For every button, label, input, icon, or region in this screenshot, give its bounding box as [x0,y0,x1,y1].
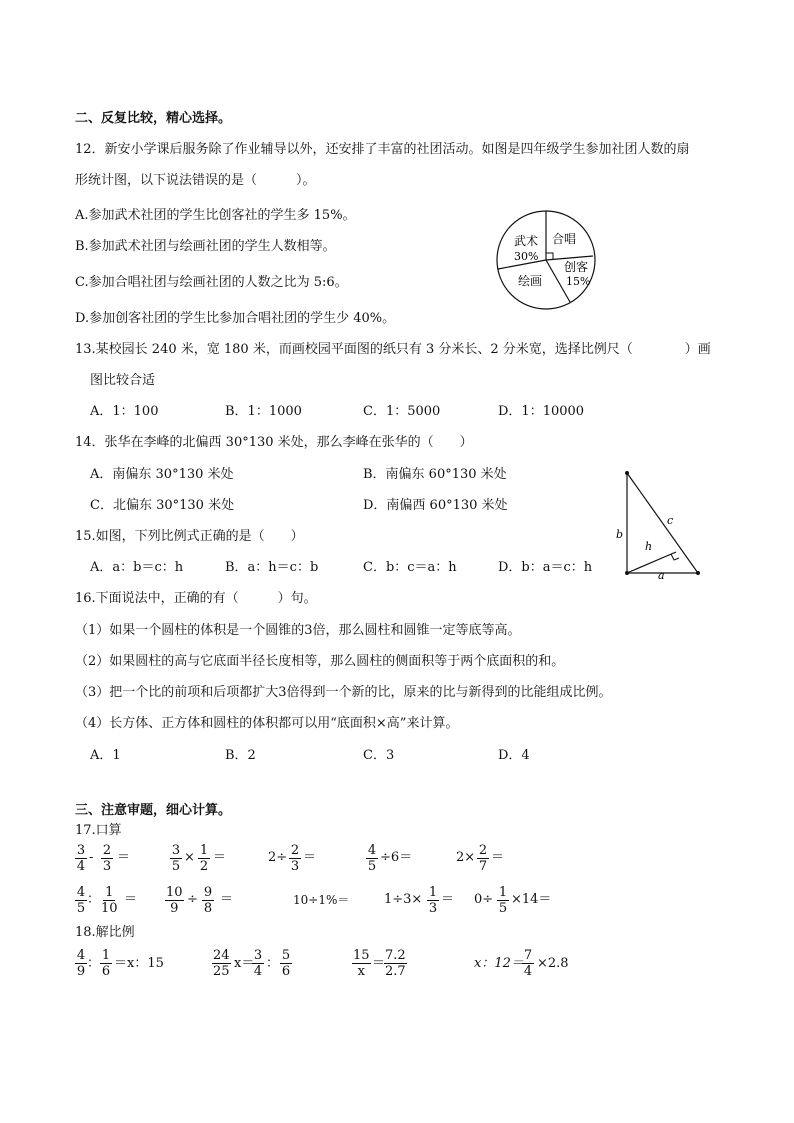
height-right-angle-mark [671,554,679,560]
oral-e10-pre: 0÷ [474,892,494,907]
q16-text: 16.下面说法中，正确的有（ ）句。 [75,591,317,606]
q16-item-3: （3）把一个比的前项和后项都扩大3倍得到一个新的比，原来的比与新得到的比能组成比例。 [75,685,612,700]
oral-e7-frac1: $\frac{10}{9}$ [166,885,183,916]
oral-e8: 10÷1%＝ [293,893,350,907]
q16-option-b: B．2 [225,748,256,763]
q16-item-2: （2）如果圆柱的高与它底面半径长度相等，那么圆柱的侧面积等于两个底面积的和。 [75,654,565,669]
prop-p4-post: ×2.8 [537,956,569,971]
triangle-figure [612,468,708,580]
oral-e1-frac1: $\frac{3}{4}$ [76,843,86,874]
prop-p2-mid: x＝ [234,956,255,971]
q12-text-line2: 形统计图，以下说法错误的是（ ）。 [75,173,316,188]
vertex-bottom-left [625,571,629,575]
q13-option-a: A．1：100 [90,404,159,419]
prop-p2-frac3: $\frac{5}{6}$ [281,948,291,979]
section-heading-3: 三、注意审题，细心计算。 [75,803,232,818]
q13-option-c: C．1：5000 [363,404,441,419]
pie-label-hechang: 合唱 [552,232,577,246]
vertex-bottom-right [696,571,700,575]
prop-p2-op: ： [266,956,280,971]
prop-p3-frac2: $\frac{7.2}{2.7}$ [385,948,406,979]
pie-label-wushu: 武术 [514,234,539,248]
prop-p2-frac1: $\frac{24}{25}$ [213,948,230,979]
q15-option-d: D．b：a＝c：h [498,560,593,575]
oral-e10-post: ×14＝ [511,892,552,907]
oral-e10-frac: $\frac{1}{5}$ [498,885,508,916]
oral-e6-op: ： [87,892,101,907]
pie-label-wushu-pct: 30% [514,250,539,263]
q18-label: 18.解比例 [75,925,135,940]
oral-e1-eq: ＝ [117,850,131,865]
q16-item-4: （4）长方体、正方体和圆柱的体积都可以用“底面积×高”来计算。 [75,716,459,731]
q16-item-1: （1）如果一个圆柱的体积是一个圆锥的3倍，那么圆柱和圆锥一定等底等高。 [75,623,521,638]
vertex-top [625,471,629,475]
q14-option-c: C．北偏东 30°130 米处 [90,498,235,513]
oral-e9-frac: $\frac{1}{3}$ [428,885,438,916]
oral-e3-eq: ＝ [303,850,317,865]
q14-option-a: A．南偏东 30°130 米处 [90,467,234,482]
q13-option-d: D．1：10000 [498,404,585,419]
prop-p1-frac2: $\frac{1}{6}$ [101,948,111,979]
q13-text-line2: 图比较合适 [90,373,156,388]
oral-e7-eq: ＝ [220,892,234,907]
oral-e9-eq: ＝ [441,892,455,907]
triangle-label-b: b [616,528,624,541]
q12-option-a: A.参加武术社团的学生比创客社的学生多 15%。 [75,208,356,223]
oral-e6-frac1: $\frac{4}{5}$ [76,885,86,916]
prop-p3-frac1: $\frac{15}{x}$ [353,948,370,979]
oral-e5-pre: 2× [456,850,476,865]
oral-e2-eq: ＝ [213,850,227,865]
prop-p1-rest: ＝x：15 [114,956,164,971]
oral-e6-eq: ＝ [124,892,138,907]
pie-label-chuangke-pct: 15% [566,275,591,288]
pie-label-chuangke: 创客 [564,260,589,274]
oral-e3-pre: 2÷ [268,850,288,865]
prop-p4-pre: x：12＝ [474,956,524,971]
prop-p2-frac2: $\frac{3}{4}$ [253,948,263,979]
q16-option-d: D．4 [498,748,530,763]
q14-option-d: D．南偏西 60°130 米处 [363,498,508,513]
prop-p4-frac: $\frac{7}{4}$ [523,948,533,979]
oral-e2-frac1: $\frac{3}{5}$ [171,843,181,874]
oral-e1-frac2: $\frac{2}{3}$ [102,843,112,874]
q13-text-line1: 13.某校园长 240 米，宽 180 米，而画校园平面图的纸只有 3 分米长、2 分米宽，选择比例尺（ ）画 [75,342,711,357]
oral-e1-op: - [89,850,94,865]
q12-text-line1: 12．新安小学课后服务除了作业辅导以外，还安排了丰富的社团活动。如图是四年级学生参加社团人数的扇 [75,142,690,157]
pie-label-huihua: 绘画 [518,274,543,288]
oral-e9-pre: 1÷3× [384,892,423,907]
oral-e5-frac: $\frac{2}{7}$ [478,843,488,874]
prop-p1-op: ： [87,956,101,971]
q13-option-b: B．1：1000 [225,404,302,419]
oral-e6-frac2: $\frac{1}{10}$ [101,885,118,916]
oral-e4-frac: $\frac{4}{5}$ [367,843,377,874]
oral-e4-post: ÷6＝ [380,850,413,865]
section-heading-2: 二、反复比较，精心选择。 [75,111,232,126]
oral-e7-frac2: $\frac{9}{8}$ [203,885,213,916]
triangle-label-a: a [658,569,665,580]
oral-e5-eq: ＝ [491,850,505,865]
q14-text: 14．张华在李峰的北偏西 30°130 米处，那么李峰在张华的（ ） [75,435,473,450]
q17-label: 17.口算 [75,823,122,838]
q15-option-c: C．b：c＝a：h [363,560,457,575]
q12-option-b: B.参加武术社团与绘画社团的学生人数相等。 [75,239,336,254]
club-pie-figure [494,208,598,312]
oral-e3-frac: $\frac{2}{3}$ [290,843,300,874]
oral-e2-frac2: $\frac{1}{2}$ [199,843,209,874]
q12-option-d: D.参加创客社团的学生比参加合唱社团的学生少 40%。 [75,311,396,326]
triangle-height-line [627,552,676,573]
oral-e2-op: × [184,850,195,865]
triangle-label-h: h [645,540,653,553]
q15-option-a: A．a：b＝c：h [90,560,184,575]
prop-p3-op: ＝ [372,956,386,971]
q15-text: 15.如图，下列比例式正确的是（ ） [75,529,304,544]
oral-e7-op: ÷ [187,892,198,907]
q15-option-b: B．a：h＝c：b [225,560,319,575]
prop-p1-frac1: $\frac{4}{9}$ [76,948,86,979]
triangle-label-c: c [667,514,674,527]
q12-option-c: C.参加合唱社团与绘画社团的人数之比为 5:6。 [75,275,348,290]
q16-option-c: C．3 [363,748,395,763]
q14-option-b: B．南偏东 60°130 米处 [363,467,507,482]
q16-option-a: A．1 [90,748,121,763]
